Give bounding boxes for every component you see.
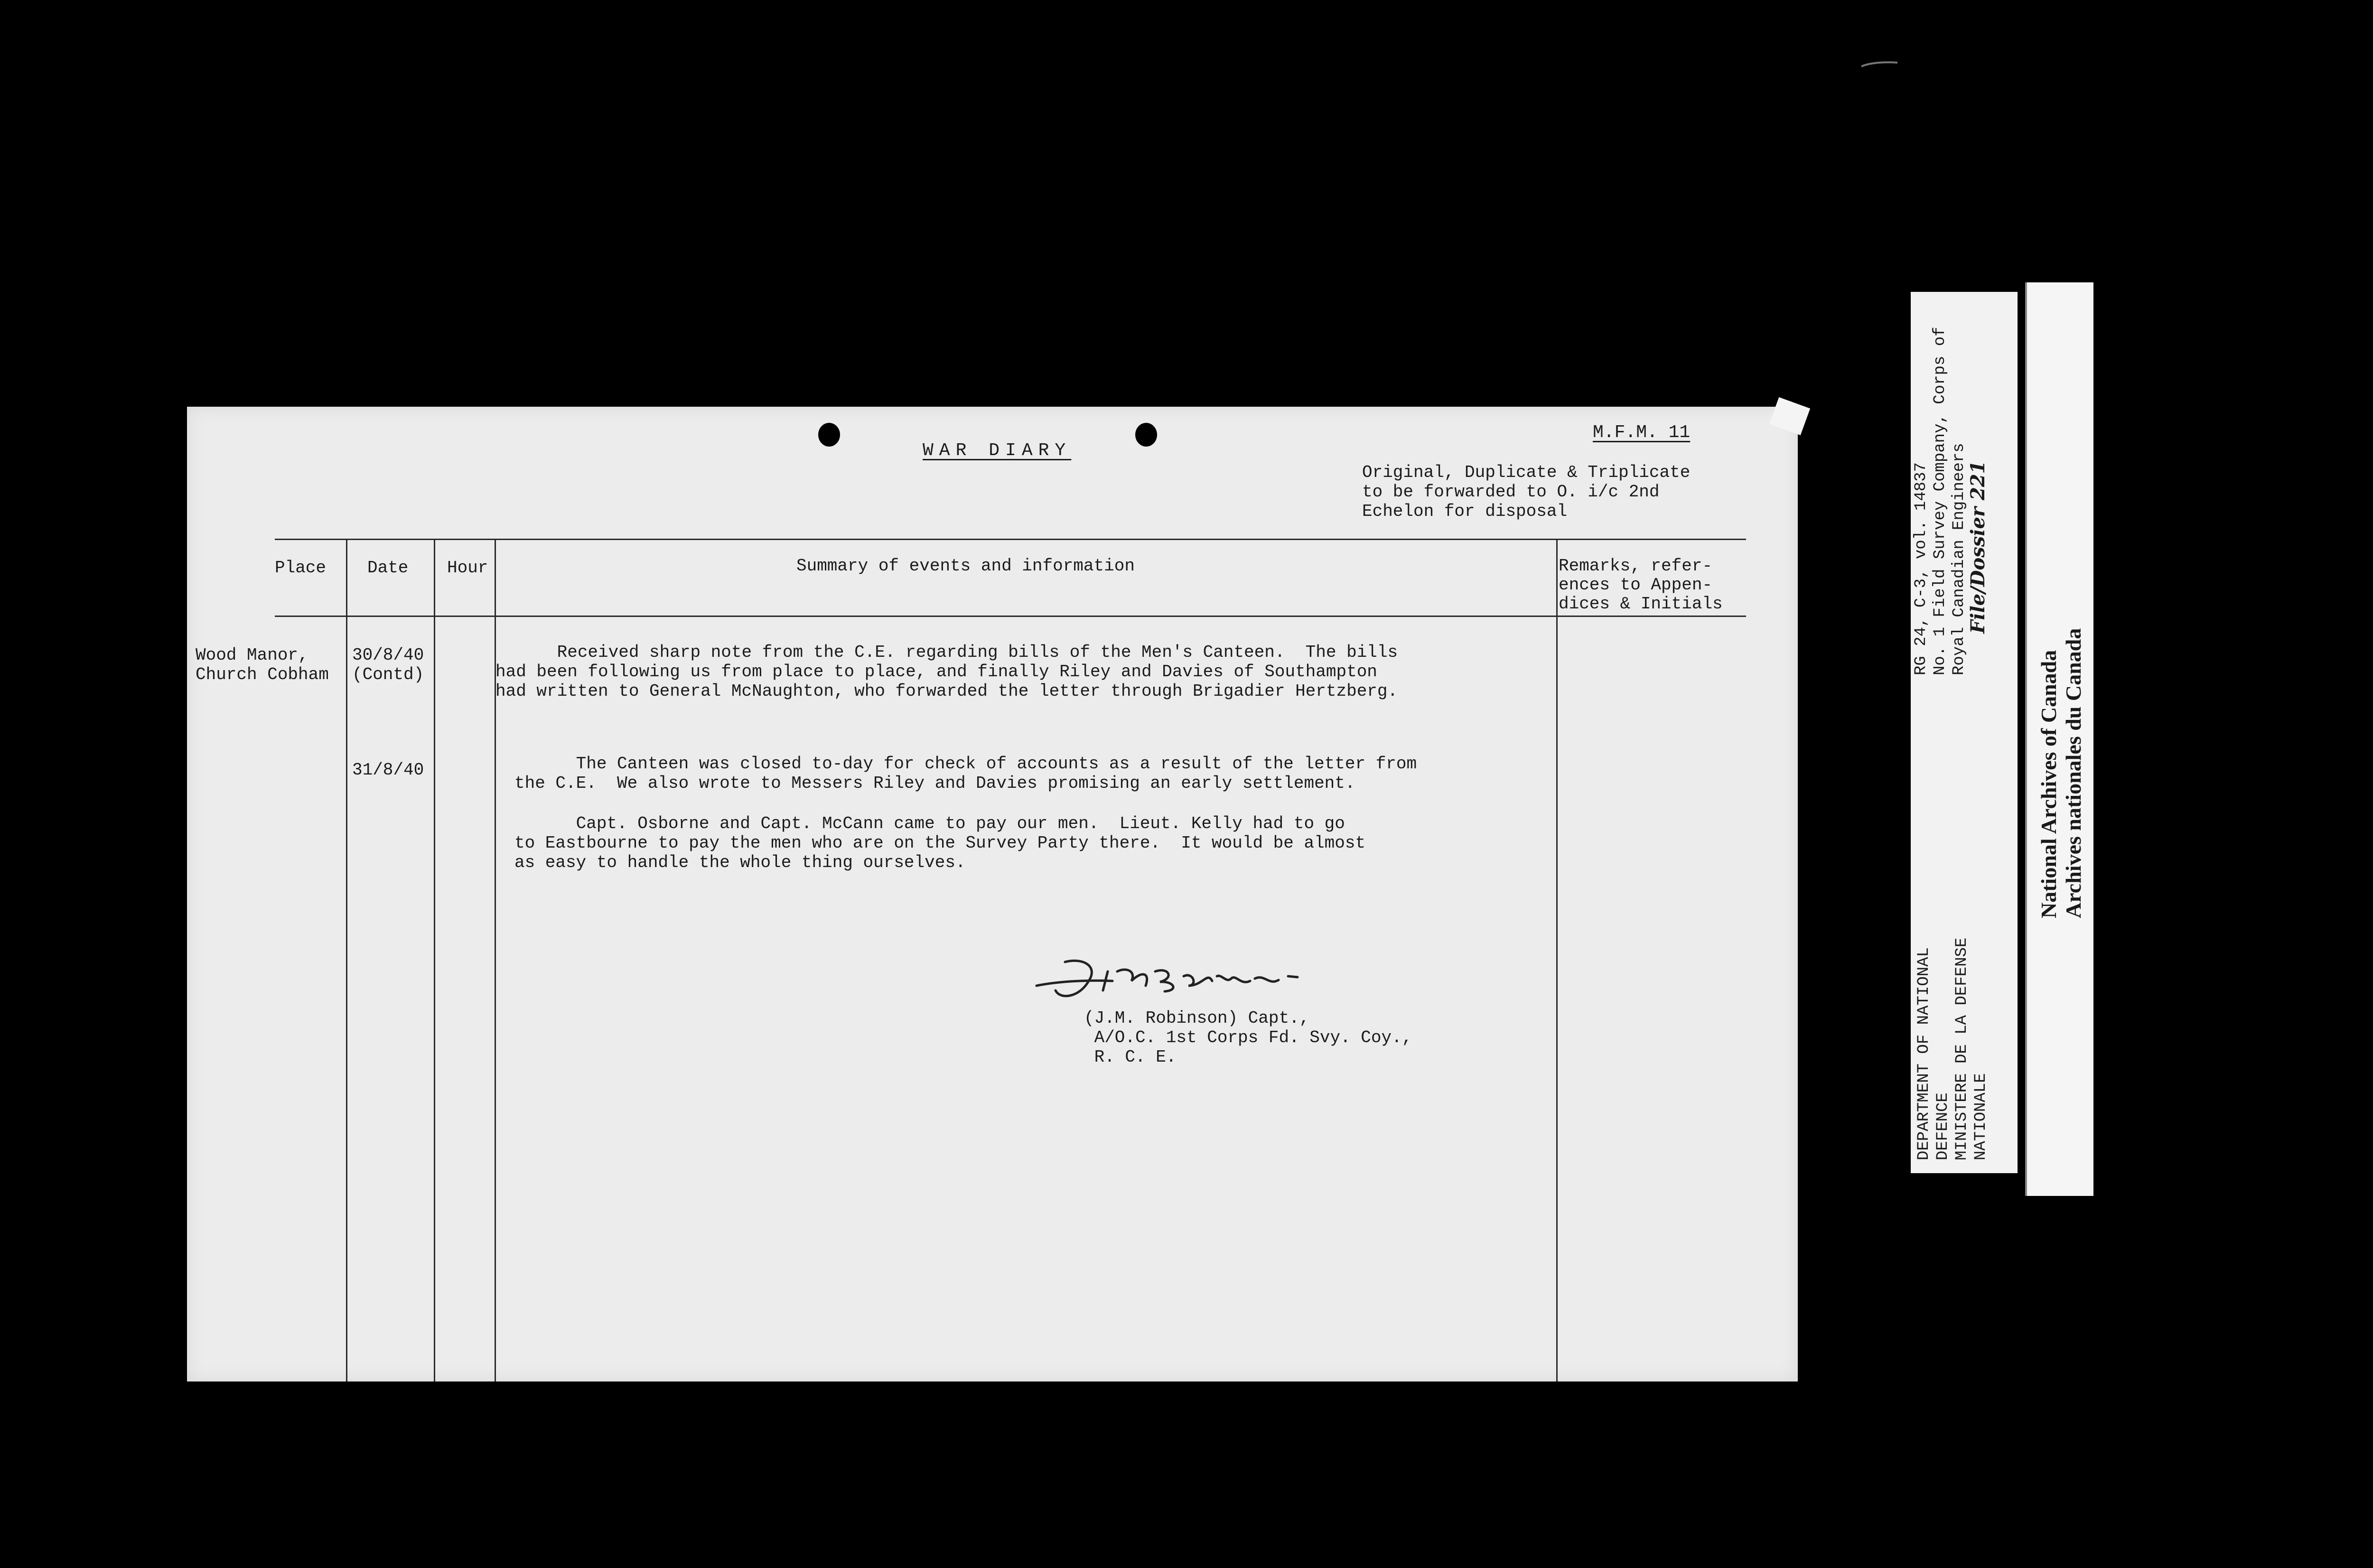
entry-paragraph-canteen-closed: The Canteen was closed to-day for check of accounts as a result of the letter from the C.E. We also wrote to Messers Riley and Davies promising an early settlement. [514,754,1417,793]
column-divider-summary-remarks [1556,539,1558,1381]
national-archives-label: National Archives of Canada Archives nationales du Canada [2037,628,2085,918]
form-number: M.F.M. 11 [1593,422,1691,443]
punch-hole-right [1135,423,1157,447]
archive-label-strip [1911,292,2018,1173]
entry-paragraph-canteen-bills: Received sharp note from the C.E. regarding bills of the Men's Canteen. The bills had been following us from place to place, and finally Riley and Davies of Southampton had written to General McNaughton, who forwarded the letter through Brigadier Hertzberg. [495,643,1398,701]
department-label: DEPARTMENT OF NATIONAL DEFENCE MINISTERE DE LA DEFENSE NATIONALE [1915,937,1990,1160]
archive-unit: No. 1 Field Survey Company, Corps of Royal Canadian Engineers [1931,327,1968,675]
header-hour: Hour [447,558,488,578]
archive-reference: RG 24, C-3, vol. 14837 [1912,462,1930,675]
header-place: Place [275,558,327,578]
archive-file-number: File/Dossier 221 [1967,460,1989,634]
archive-reference-text [1912,327,1969,675]
document-title: WAR DIARY [923,440,1072,461]
war-diary-sheet [187,407,1798,1381]
header-date: Date [367,558,409,578]
column-divider-date-hour [434,539,435,1381]
column-divider-place-date [346,539,347,1381]
scan-artifact-mark [1860,61,1898,67]
header-summary: Summary of events and information [796,556,1135,576]
forwarding-instructions: Original, Duplicate & Triplicate to be forwarded to O. i/c 2nd Echelon for disposal [1362,463,1691,521]
header-remarks: Remarks, refer- ences to Appen- dices & Initials [1559,556,1723,614]
national-archives-strip [2025,282,2093,1196]
punch-hole-left [818,423,840,447]
entry-place: Wood Manor, Church Cobham [196,645,329,684]
signature-block: (J.M. Robinson) Capt., A/O.C. 1st Corps Fd. Svy. Coy., R. C. E. [1084,1008,1412,1067]
entry-paragraph-pay: Capt. Osborne and Capt. McCann came to pay our men. Lieut. Kelly had to go to Eastbourne to pay the men who are on the Survey Party there. It would be almost as easy to handle the whole thing ourselves. [514,814,1366,872]
handwritten-signature [1032,952,1326,1014]
entry-date-first: 30/8/40 (Contd) [352,645,424,684]
paper-fold-corner [1769,397,1810,435]
entry-date-second: 31/8/40 [352,760,424,780]
